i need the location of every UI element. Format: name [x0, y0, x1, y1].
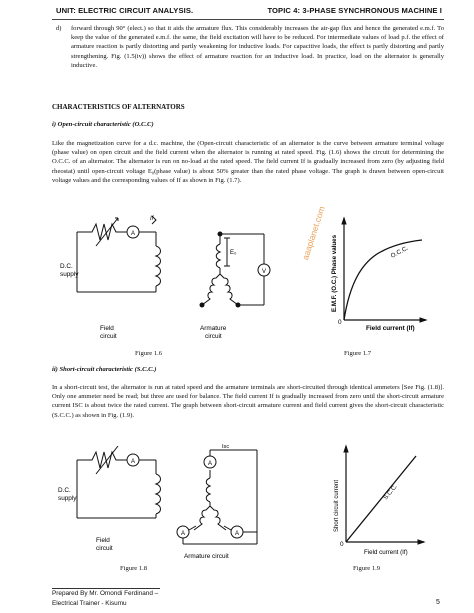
fig19-origin: 0	[340, 541, 344, 548]
fig16-dc-supply-label	[60, 263, 79, 278]
fig19-xlabel: Field current (If)	[364, 549, 408, 556]
paragraph-d	[52, 24, 444, 70]
unit-title: UNIT: ELECTRIC CIRCUIT ANALYSIS.	[56, 6, 194, 15]
page-number: 5	[436, 599, 440, 606]
figure-1-6-diagram	[52, 210, 307, 348]
fig16-field-line2: circuit	[100, 333, 117, 340]
footer-rule	[52, 588, 160, 589]
fig17-xlabel: Field current (If)	[366, 325, 415, 332]
fig18-ammeter-2: A	[207, 461, 213, 467]
paragraph-d-text: forward through 90° (elect.) so that it aids the armature flux. This considerably increases the air-gap flux and hence the generated e.m.f. To keep the value of the generated e.m.f. the same, the field excitation will have to be reduced. For intermediate values of load p.f. the effect of armature reaction is partly distorting and partly weakening for inductive loads. For capacitive loads, the effect is partly distorting and partly strengthening. Fig. (1.5(iv)) shows the effect of armature reaction for an inductive load. In practice, load on the alternator is generally inductive.	[71, 25, 444, 69]
scc-paragraph: In a short-circuit test, the alternator is run at rated speed and the armature terminals are short-circuited through identical ammeters [See Fig. (1.8)]. Only one ammeter need be read; but three are used for balance. The field current If is gradually increased from zero until the short-circuit armature current ISC is about twice the rated current. The graph between short-circuit armature current and field current gives the short-circuit characteristic (S.C.C.) as shown in Fig. (1.9).	[52, 384, 444, 419]
header-rule	[52, 19, 444, 20]
fig16-if-label: If	[150, 216, 154, 222]
fig19-ylabel: Short circuit current	[334, 479, 340, 532]
fig16-armature-label	[200, 325, 227, 340]
fig16-dc-line1: D.C.	[60, 263, 73, 270]
fig18-field-line1: Field	[96, 537, 110, 544]
footer-line-2: Electrical Trainer - Kisumu	[52, 600, 127, 607]
fig16-e0-label: E₀	[230, 250, 237, 256]
paragraph-d-label: d)	[56, 25, 62, 32]
page-header	[56, 6, 442, 15]
fig18-ammeter-4: A	[234, 531, 240, 537]
section-title: CHARACTERISTICS OF ALTERNATORS	[52, 103, 185, 111]
fig16-arm-line1: Armature	[200, 325, 227, 332]
fig18-dc-line2: supply	[58, 495, 77, 502]
fig16-voltmeter: V	[261, 269, 267, 275]
footer-line-1: Prepared By Mr. Omondi Ferdinand –	[52, 590, 159, 597]
fig17-origin: 0	[338, 319, 342, 326]
figure-1-6-caption: Figure 1.6	[135, 350, 163, 357]
figure-1-8-caption: Figure 1.8	[120, 565, 148, 572]
fig19-curve-label: S.C.C.	[382, 483, 399, 502]
occ-paragraph: Like the magnetization curve for a d.c. machine, the (Open-circuit characteristic of an alternator is the curve between armature terminal voltage (phase value) on open circuit and the field current when the alternator is running at rated speed. Fig. (1.6) shows the circuit for determining the O.C.C. of an alternator. The alternator is run on no-load at the rated speed. The field current If is gradually increased from zero (by adjusting field rheostat) until open-circuit voltage E₀(phase value) is about 50% greater than the rated phase voltage. The graph is drawn between open-circuit voltage values and the corresponding values of If as shown in Fig. (1.7).	[52, 140, 444, 184]
figure-1-9-chart	[324, 442, 434, 560]
watermark: aaaplanet.com	[300, 204, 327, 262]
fig16-field-circuit-label	[100, 325, 117, 340]
fig17-curve-label: O.C.C.	[389, 244, 410, 260]
fig18-ammeter-3: A	[180, 531, 186, 537]
fig18-armature-label: Armature circuit	[184, 553, 229, 560]
occ-heading: i) Open-circuit characteristic (O.C.C)	[52, 121, 154, 128]
fig18-dc-line1: D.C.	[58, 487, 71, 494]
fig16-dc-line2: supply	[60, 271, 79, 278]
topic-title: TOPIC 4: 3-PHASE SYNCHRONOUS MACHINE I	[267, 6, 442, 15]
fig18-dc-supply-label	[58, 487, 77, 502]
fig17-ylabel: E.M.F. (O.C.) Phase values	[331, 234, 338, 312]
figure-1-7-chart	[322, 212, 432, 342]
figure-1-9-caption: Figure 1.9	[353, 565, 381, 572]
fig18-field-line2: circuit	[96, 545, 113, 552]
fig16-ammeter: A	[130, 231, 136, 237]
scc-heading: ii) Short-circuit characteristic (S.C.C.)	[52, 366, 157, 373]
figure-1-8-diagram	[52, 440, 307, 560]
figure-1-7-caption: Figure 1.7	[344, 350, 372, 357]
fig16-field-line1: Field	[100, 325, 114, 332]
fig18-field-circuit-label	[96, 537, 113, 552]
fig16-arm-line2: circuit	[205, 333, 222, 340]
fig18-ammeter-1: A	[130, 459, 136, 465]
fig18-isc-label: Isc	[222, 444, 230, 450]
